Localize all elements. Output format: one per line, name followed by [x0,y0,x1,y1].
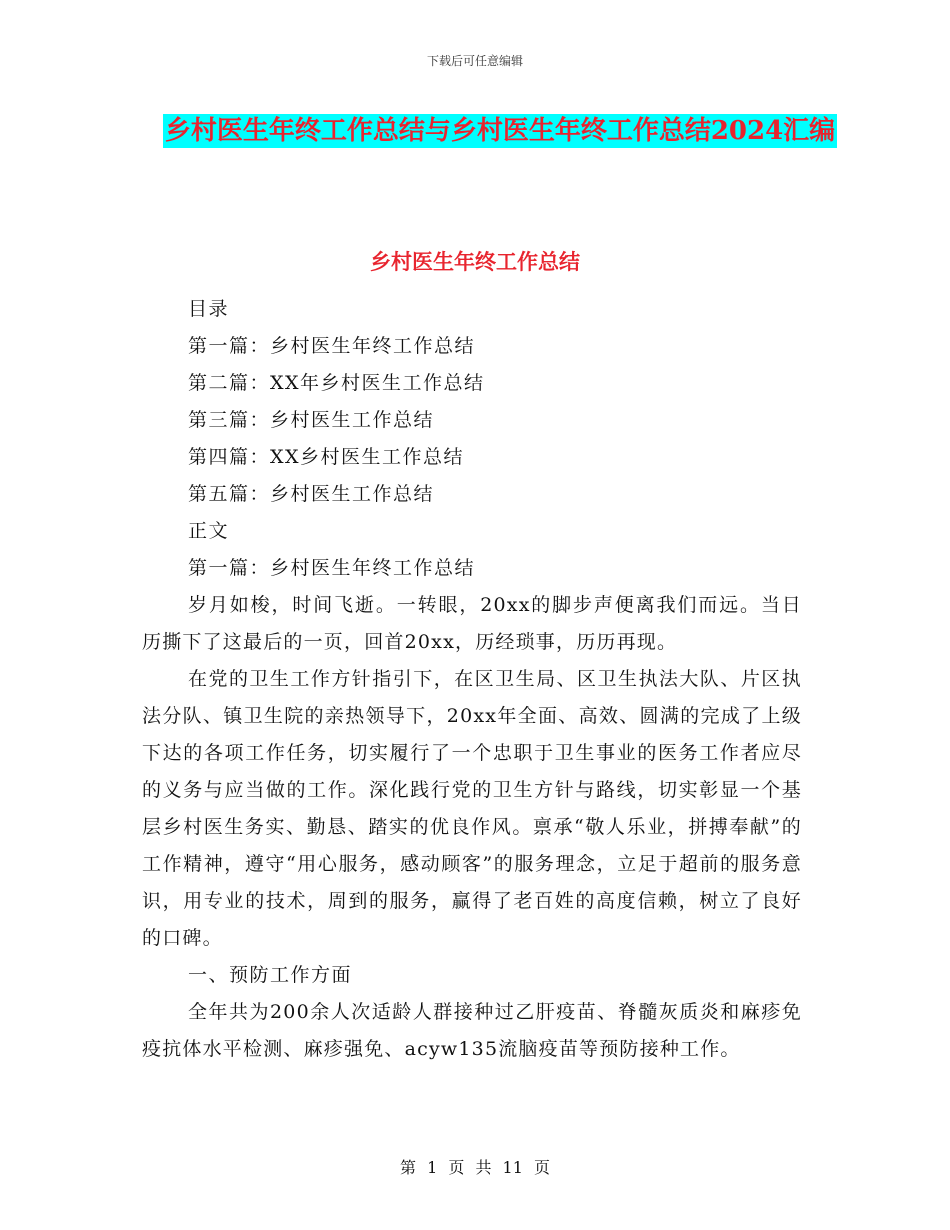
chapter-title: 第一篇：乡村医生年终工作总结 [188,557,476,579]
body-paragraph: 岁月如梭，时间飞逝。一转眼，20xx的脚步声便离我们而远。当日历撕下了这最后的一页，回首20xx，历经琐事，历历再现。 [142,594,802,653]
body-paragraph: 全年共为200余人次适龄人群接种过乙肝疫苗、脊髓灰质炎和麻疹免疫抗体水平检测、麻疹强免、acyw135流脑疫苗等预防接种工作。 [142,1001,802,1060]
body-label: 正文 [188,520,230,542]
document-title [150,108,850,154]
toc-item: 第三篇：乡村医生工作总结 [188,409,435,431]
toc-item: 第四篇：XX乡村医生工作总结 [188,446,465,468]
section-heading: 一、预防工作方面 [188,964,353,986]
document-title-text: 乡村医生年终工作总结与乡村医生年终工作总结2024汇编 [164,116,836,146]
section-title: 乡村医生年终工作总结 [370,249,580,274]
toc-item: 第五篇：乡村医生工作总结 [188,483,435,505]
header-note: 下载后可任意编辑 [426,54,523,68]
toc-item: 第一篇：乡村医生年终工作总结 [188,335,476,357]
body-paragraph: 在党的卫生工作方针指引下，在区卫生局、区卫生执法大队、片区执法分队、镇卫生院的亲热领导下，20xx年全面、高效、圆满的完成了上级下达的各项工作任务，切实履行了一个忠职于卫生事业的医务工作者应尽的义务与应当做的工作。深化践行党的卫生方针与路线，切实彰显一个基层乡村医生务实、勤恳、踏实的优良作风。禀承“敬人乐业，拼搏奉献”的工作精神，遵守“用心服务，感动顾客”的服务理念，立足于超前的服务意识，用专业的技术，周到的服务，赢得了老百姓的高度信赖，树立了良好的口碑。 [142,668,802,949]
toc-item: 第二篇：XX年乡村医生工作总结 [188,372,485,394]
page-footer: 第 1 页 共 11 页 [400,1158,550,1177]
toc-heading: 目录 [188,298,230,320]
document-body [142,291,802,1068]
